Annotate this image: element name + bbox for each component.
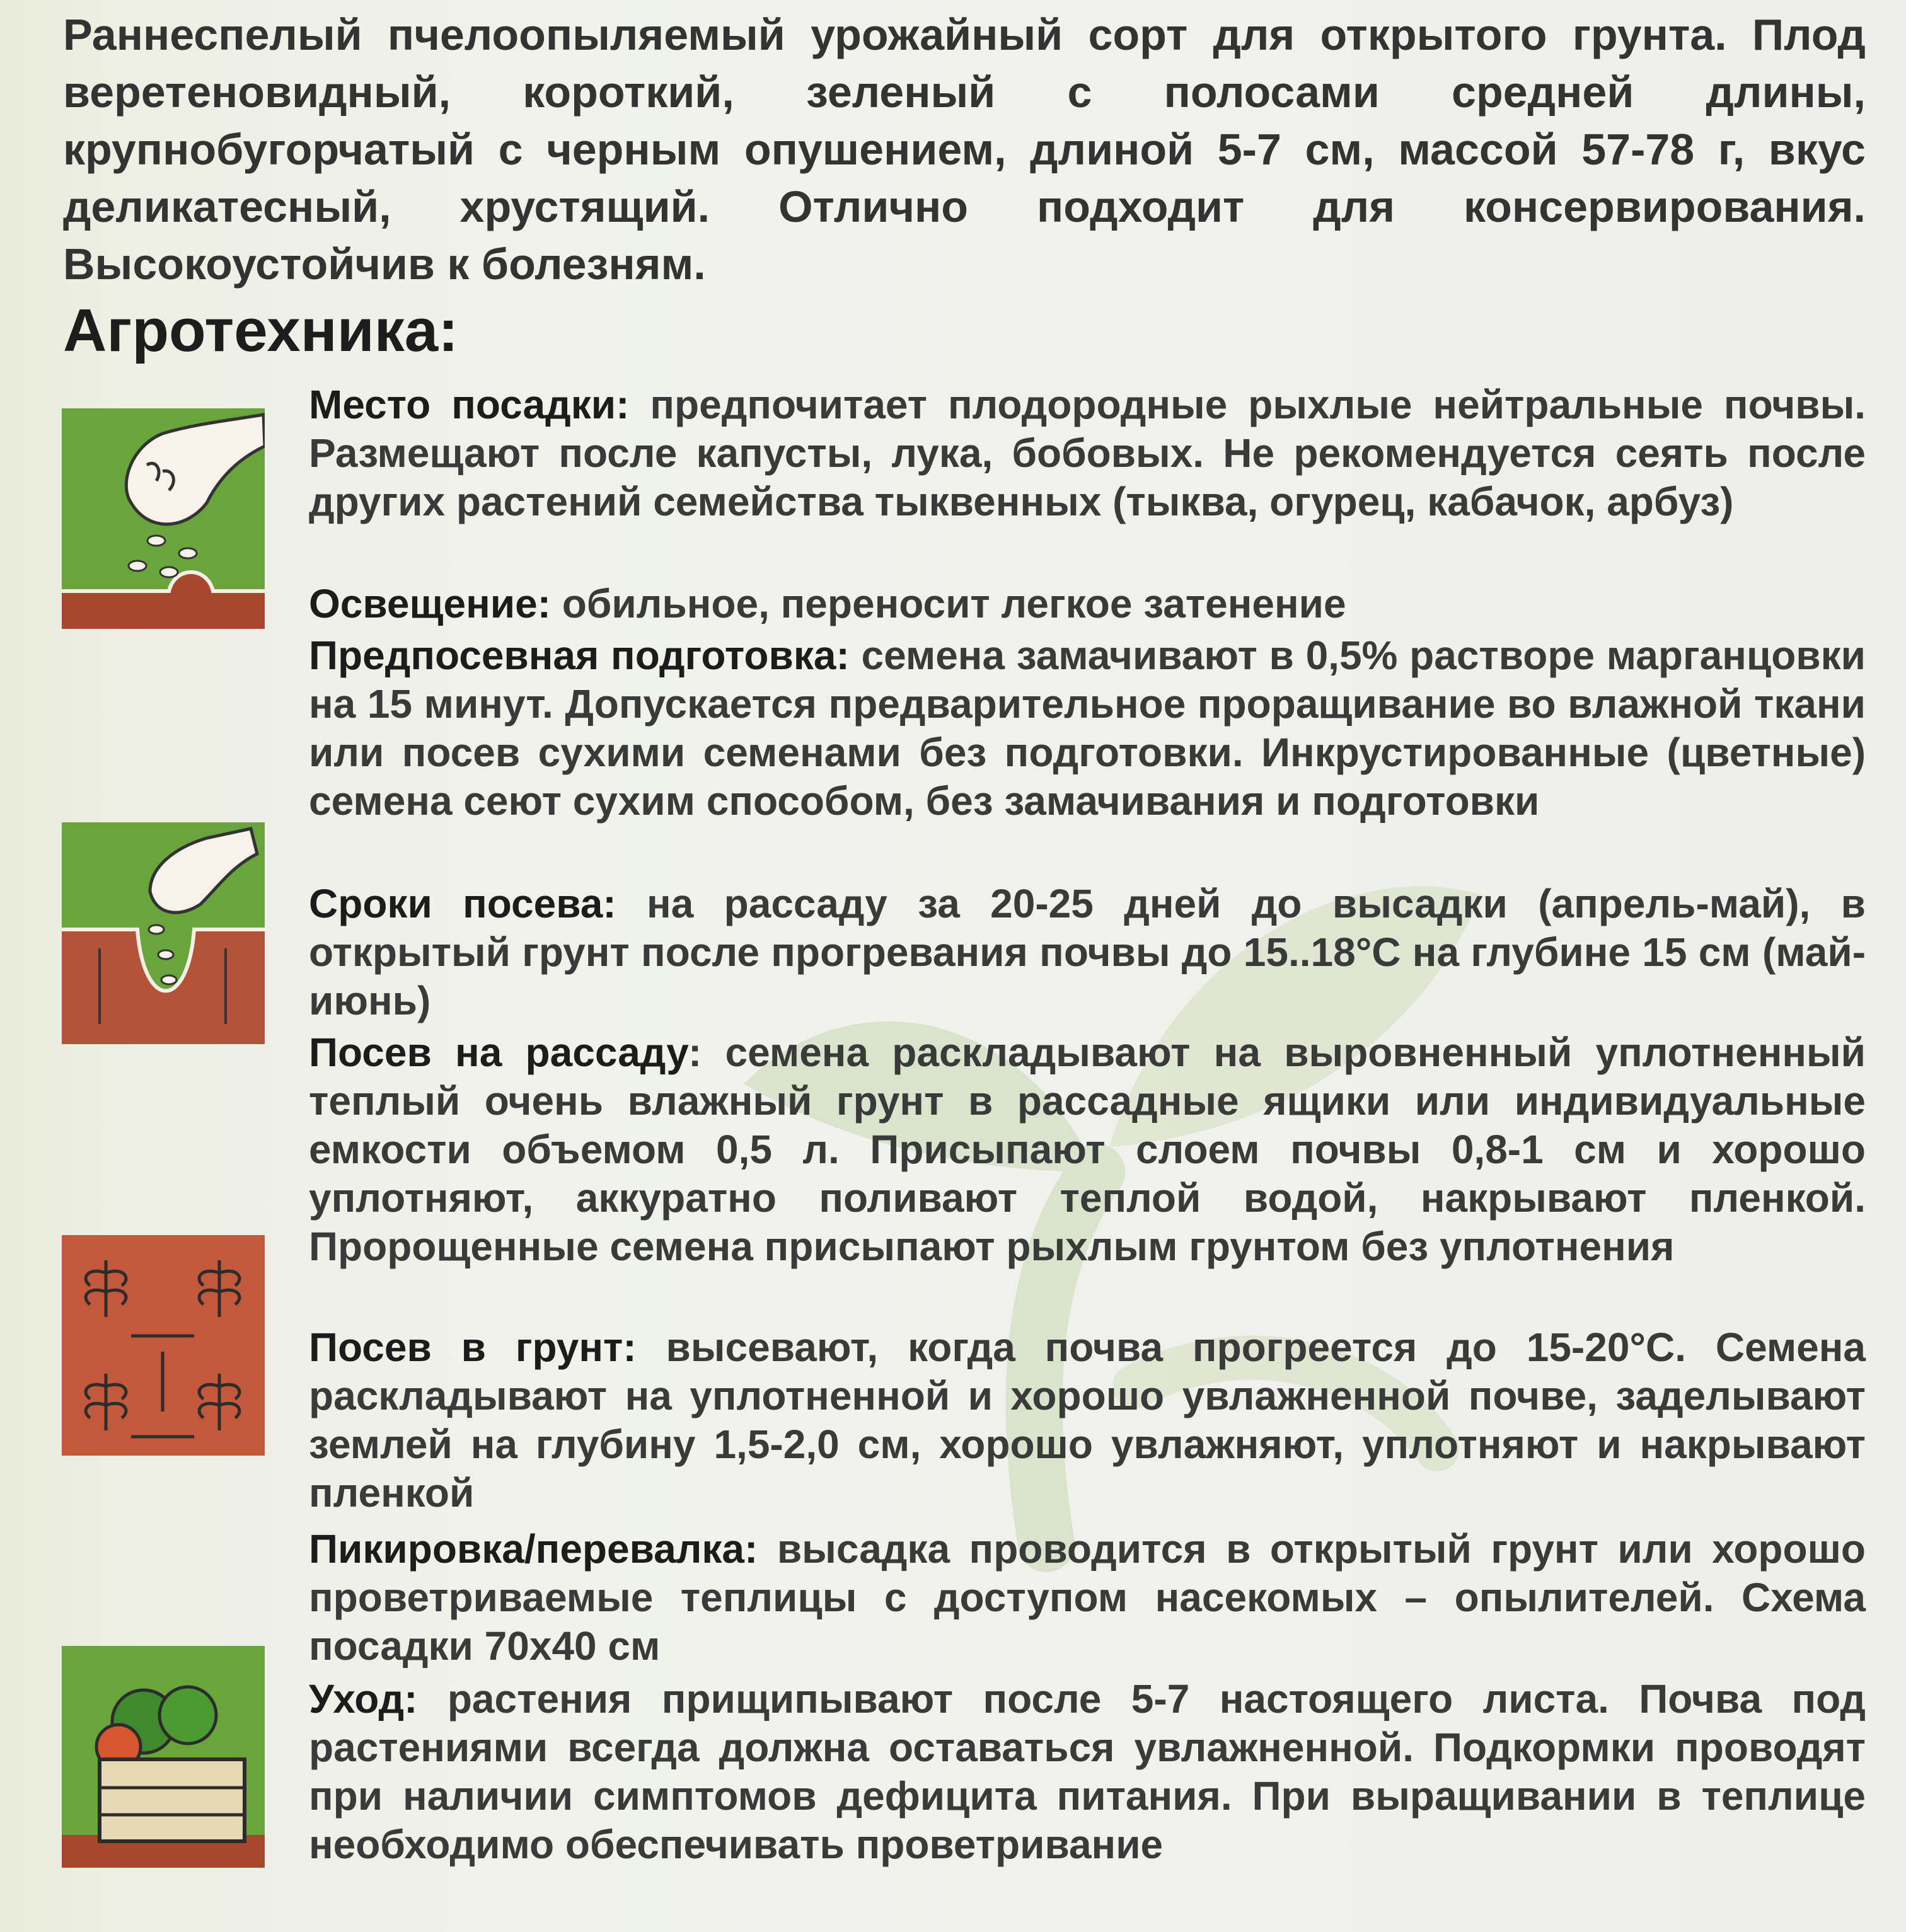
section-text: : семена раскладывают на выровненный уплотненный теплый очень влажный грунт в рассадные ящики или индивидуальные емкости объемом 0,5 л. Присыпают слоем почвы 0,8-1 см и хорошо уплотняют, аккуратно поливают теплой водой, накрывают пленкой. Пророщенные семена присыпают рыхлым грунтом без уплотнения (309, 1030, 1866, 1269)
section-text: обильное, переносит легкое затенение (562, 581, 1346, 626)
section-label: Место посадки: (309, 382, 630, 427)
section-sowing-dates (309, 880, 1866, 1025)
section-open-ground-sowing (309, 1323, 1866, 1517)
section-text: предпочитает плодородные рыхлые нейтральные почвы. Размещают после капусты, лука, бобовых. Не рекомендуется сеять после других растений семейства тыквенных (тыква, огурец, кабачок, арбуз) (309, 382, 1866, 524)
section-text: семена замачивают в 0,5% растворе марганцовки на 15 минут. Допускается предварительное проращивание во влажной ткани или посев сухими семенами без подготовки. Инкрустированные (цветные) семена сеют сухим способом, без замачивания и подготовки (309, 633, 1866, 824)
section-lighting (309, 580, 1866, 628)
seed-depth-furrow-icon (62, 822, 265, 1044)
section-text: высевают, когда почва прогреется до 15-20°С. Семена раскладывают на уплотненной и хорошо увлажненной почве, заделывают землей на глубину 1,5-2,0 см, хорошо увлажняют, уплотняют и накрывают пленкой (309, 1325, 1866, 1515)
vegetable-crate-icon (62, 1646, 265, 1868)
section-label: Предпосевная подготовка: (309, 633, 850, 678)
section-label: Посев на рассаду (309, 1030, 688, 1075)
section-label: Посев в грунт: (309, 1325, 637, 1370)
section-label: Уход: (309, 1676, 418, 1722)
section-label: Освещение: (309, 581, 551, 626)
section-label: Пикировка/перевалка: (309, 1526, 758, 1572)
section-planting-site (309, 381, 1866, 526)
section-transplanting (309, 1525, 1866, 1670)
section-care (309, 1675, 1866, 1869)
section-text: растения прищипывают после 5-7 настоящего листа. Почва под растениями всегда должна оставаться увлажненной. Подкормки проводят при наличии симптомов дефицита питания. При выращивании в теплице необходимо обеспечивать проветривание (309, 1676, 1866, 1867)
agrotechnics-heading: Агротехника: (63, 297, 459, 364)
variety-description: Раннеспелый пчелоопыляемый урожайный сорт для открытого грунта. Плод веретеновидный, короткий, зеленый с полосами средней длины, крупнобугорчатый с черным опушением, длиной 5-7 см, массой 57-78 г, вкус деликатесный, хрустящий. Отлично подходит для консервирования. Высокоустойчив к болезням. (63, 10, 1866, 289)
section-text: на рассаду за 20-25 дней до высадки (апрель-май), в открытый грунт после прогревания почвы до 15..18°С на глубине 15 см (май-июнь) (309, 881, 1866, 1023)
plant-spacing-icon (62, 1235, 265, 1456)
section-label: Сроки посева: (309, 881, 616, 926)
section-seedling-sowing (309, 1028, 1866, 1271)
section-text: высадка проводится в открытый грунт или хорошо проветриваемые теплицы с доступом насекомых – опылителей. Схема посадки 70х40 см (309, 1526, 1866, 1669)
hand-sowing-seeds-icon (62, 408, 265, 629)
section-presowing-preparation (309, 631, 1866, 825)
